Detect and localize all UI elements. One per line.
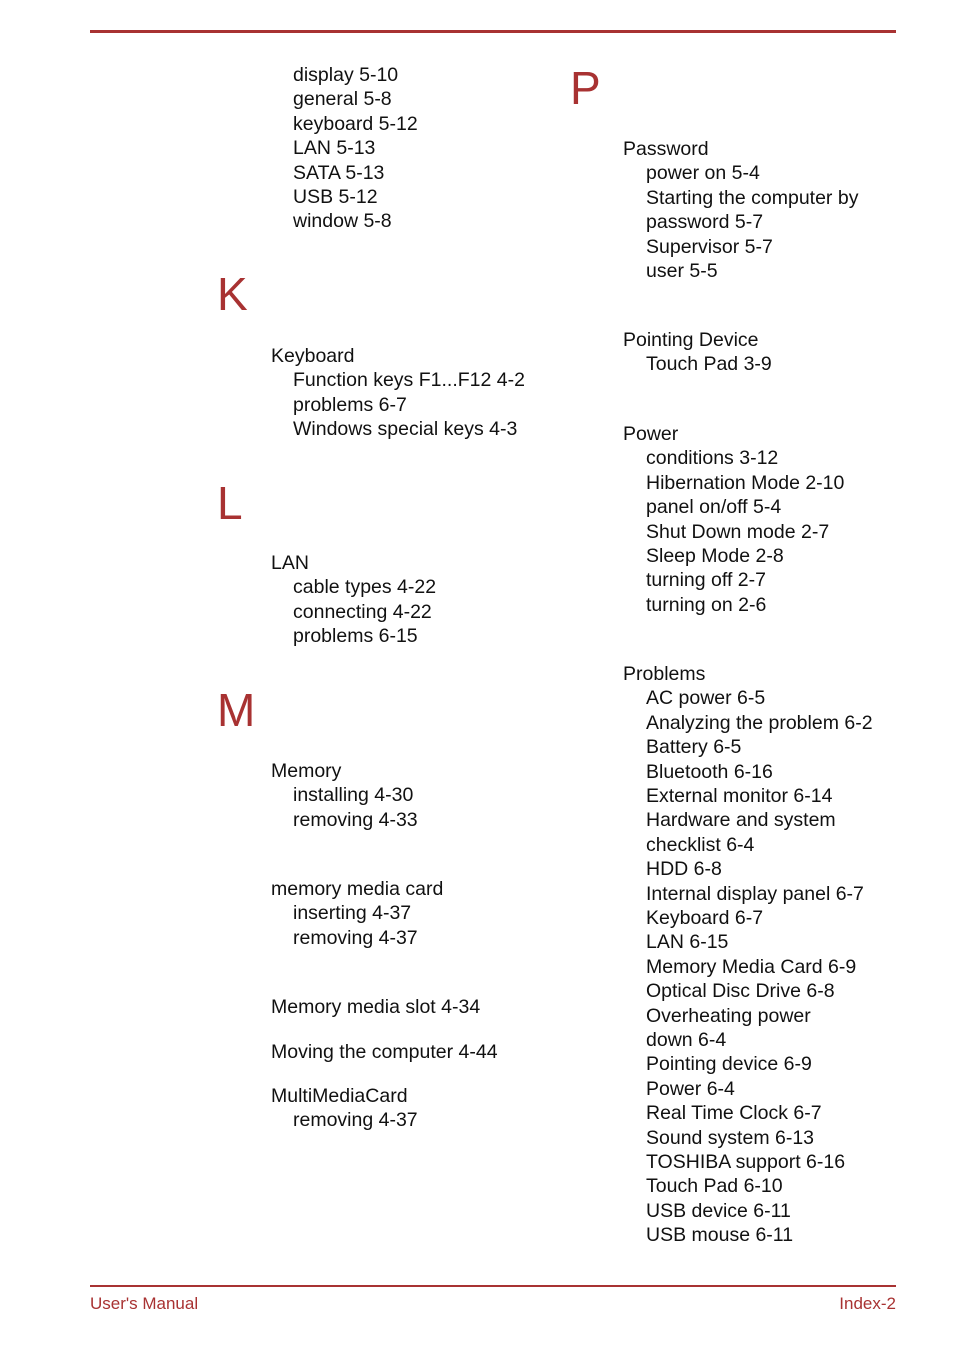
continued-subentry: window 5-8: [293, 210, 392, 233]
entry-problems-subentry: LAN 6-15: [646, 931, 729, 954]
entry-problems-subentry: USB device 6-11: [646, 1199, 791, 1222]
entry-problems-subentry: TOSHIBA support 6-16: [646, 1151, 846, 1173]
entry-problems-subentry: AC power 6-5: [646, 687, 766, 710]
entry-keyboard-heading: Keyboard: [271, 345, 355, 367]
entry-multimediacard-heading: MultiMediaCard: [271, 1085, 408, 1107]
continued-subentry: USB 5-12: [293, 186, 378, 208]
entry-lan-heading: LAN: [271, 552, 309, 574]
entry-memory-media-card-subentry: removing 4-37: [293, 926, 418, 949]
entry-problems-subentry: Analyzing the problem 6-2: [646, 711, 873, 734]
entry-memory-subentry: removing 4-33: [293, 808, 418, 831]
entry-memory-heading: Memory: [271, 760, 342, 782]
continued-subentry: keyboard 5-12: [293, 112, 418, 135]
entry-password-subentry: power on 5-4: [646, 162, 760, 185]
section-letter-l: L: [217, 477, 243, 529]
entry-password-subentry: password 5-7: [646, 211, 764, 234]
entry-password-heading: Password: [623, 138, 709, 160]
entry-problems-subentry: Memory Media Card 6-9: [646, 955, 857, 978]
entry-problems-subentry: HDD 6-8: [646, 858, 722, 881]
section-letter-m: M: [217, 684, 256, 736]
entry-password-subentry: Starting the computer by: [646, 186, 859, 209]
entry-keyboard-subentry: Function keys F1...F12 4-2: [293, 369, 525, 392]
entry-pointing-device-heading: Pointing Device: [623, 329, 759, 351]
entry-power-subentry: turning on 2-6: [646, 593, 767, 616]
entry-problems-subentry: Touch Pad 6-10: [646, 1175, 783, 1198]
entry-problems-subentry: USB mouse 6-11: [646, 1224, 794, 1247]
entry-password-subentry: user 5-5: [646, 260, 718, 282]
entry-power-subentry: conditions 3-12: [646, 447, 779, 470]
entry-power-subentry: Sleep Mode 2-8: [646, 545, 784, 567]
entry-memory-subentry: installing 4-30: [293, 784, 414, 807]
entry-lan-subentry: connecting 4-22: [293, 600, 432, 623]
entry-lan-subentry: cable types 4-22: [293, 576, 437, 599]
entry-moving-the-computer: Moving the computer 4-44: [271, 1041, 498, 1063]
continued-subentry: SATA 5-13: [293, 161, 385, 184]
entry-keyboard-subentry: problems 6-7: [293, 393, 407, 416]
entry-problems-subentry: down 6-4: [646, 1029, 727, 1051]
entry-power-heading: Power: [623, 423, 679, 445]
continued-subentry: general 5-8: [293, 88, 392, 111]
header-rule: [90, 30, 896, 33]
entry-problems-subentry: Keyboard 6-7: [646, 907, 764, 929]
entry-multimediacard-subentry: removing 4-37: [293, 1109, 418, 1132]
entry-password-subentry: Supervisor 5-7: [646, 235, 773, 258]
footer-rule: [90, 1285, 896, 1287]
entry-problems-subentry: Real Time Clock 6-7: [646, 1102, 822, 1125]
entry-problems-subentry: Sound system 6-13: [646, 1126, 815, 1149]
entry-problems-subentry: Overheating power: [646, 1004, 811, 1027]
continued-subentry: LAN 5-13: [293, 137, 376, 160]
entry-problems-subentry: Battery 6-5: [646, 736, 742, 759]
entry-problems-subentry: Pointing device 6-9: [646, 1053, 812, 1076]
entry-pointing-device-subentry: Touch Pad 3-9: [646, 353, 772, 376]
entry-problems-subentry: Hardware and system: [646, 809, 836, 832]
section-letter-k: K: [217, 268, 248, 320]
entry-problems-subentry: Bluetooth 6-16: [646, 760, 773, 783]
entry-power-subentry: panel on/off 5-4: [646, 496, 782, 519]
entry-problems-subentry: External monitor 6-14: [646, 785, 833, 807]
entry-keyboard-subentry: Windows special keys 4-3: [293, 418, 518, 441]
entry-problems-subentry: Optical Disc Drive 6-8: [646, 980, 835, 1003]
entry-problems-heading: Problems: [623, 663, 706, 685]
continued-subentry: display 5-10: [293, 64, 399, 86]
entry-problems-subentry: Power 6-4: [646, 1077, 735, 1100]
section-letter-p: P: [570, 62, 601, 114]
entry-power-subentry: Hibernation Mode 2-10: [646, 471, 845, 494]
entry-power-subentry: turning off 2-7: [646, 569, 766, 592]
entry-memory-media-card-heading: memory media card: [271, 878, 444, 900]
footer-manual-title: User's Manual: [90, 1294, 199, 1313]
entry-power-subentry: Shut Down mode 2-7: [646, 520, 830, 543]
entry-problems-subentry: checklist 6-4: [646, 833, 755, 856]
entry-lan-subentry: problems 6-15: [293, 625, 418, 648]
entry-memory-media-card-subentry: inserting 4-37: [293, 902, 412, 925]
entry-memory-media-slot: Memory media slot 4-34: [271, 996, 481, 1018]
entry-problems-subentry: Internal display panel 6-7: [646, 882, 864, 905]
footer-page-number: Index-2: [839, 1294, 896, 1313]
